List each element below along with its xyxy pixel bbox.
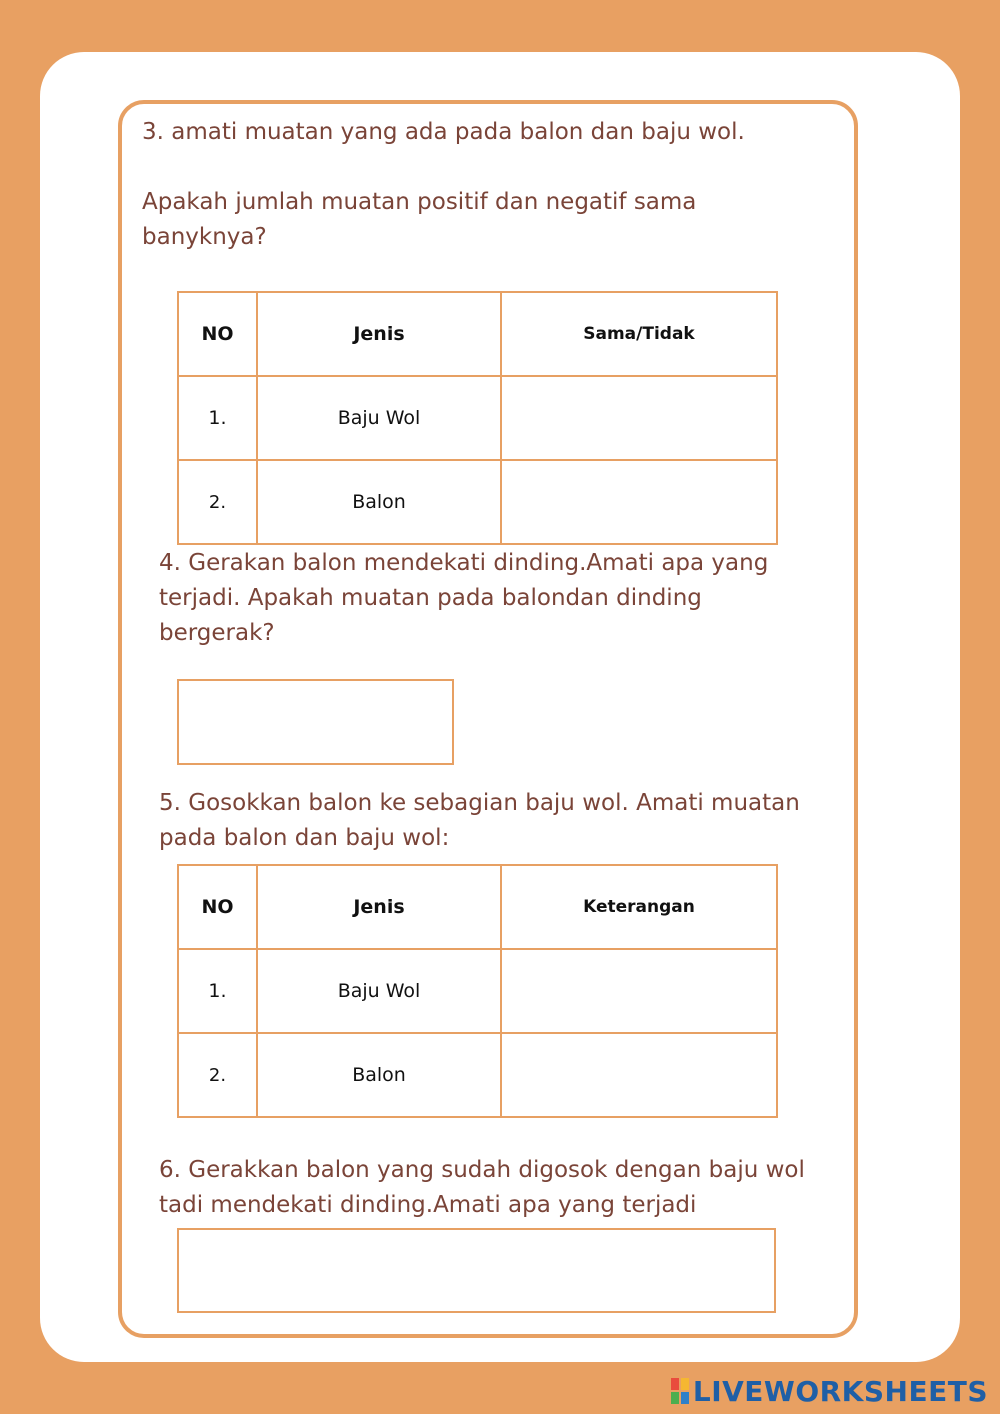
row-number: 1. xyxy=(178,376,257,460)
answer-cell[interactable] xyxy=(501,949,777,1033)
q6-line-2: tadi mendekati dinding.Amati apa yang terjadi xyxy=(159,1192,697,1218)
header-sama-tidak: Sama/Tidak xyxy=(501,292,777,376)
row-number: 2. xyxy=(178,1033,257,1117)
header-jenis: Jenis xyxy=(257,292,501,376)
table-row xyxy=(178,1033,777,1117)
q4-line-3: bergerak? xyxy=(159,620,275,646)
row-jenis: Balon xyxy=(257,1033,501,1117)
table-row xyxy=(178,460,777,544)
q4-line-2: terjadi. Apakah muatan pada balondan dinding xyxy=(159,585,702,611)
row-number: 2. xyxy=(178,460,257,544)
charge-table-2 xyxy=(177,864,778,1118)
answer-cell[interactable] xyxy=(501,460,777,544)
row-jenis: Balon xyxy=(257,460,501,544)
logo-text: LIVEWORKSHEETS xyxy=(692,1374,988,1408)
header-jenis: Jenis xyxy=(257,865,501,949)
table-header-row xyxy=(178,292,777,376)
header-keterangan: Keterangan xyxy=(501,865,777,949)
q6-line-1: 6. Gerakkan balon yang sudah digosok dengan baju wol xyxy=(159,1157,805,1183)
q3-line-1: 3. amati muatan yang ada pada balon dan baju wol. xyxy=(142,119,745,145)
row-jenis: Baju Wol xyxy=(257,949,501,1033)
table-row xyxy=(178,376,777,460)
row-jenis: Baju Wol xyxy=(257,376,501,460)
answer-cell[interactable] xyxy=(501,1033,777,1117)
q6-answer-box[interactable] xyxy=(177,1228,776,1313)
header-no: NO xyxy=(178,865,257,949)
charge-table-1 xyxy=(177,291,778,545)
answer-cell[interactable] xyxy=(501,376,777,460)
q3-line-3: banyknya? xyxy=(142,224,267,250)
q5-line-1: 5. Gosokkan balon ke sebagian baju wol. Amati muatan xyxy=(159,790,800,816)
liveworksheets-logo[interactable] xyxy=(671,1374,988,1408)
liveworksheets-logo-icon xyxy=(671,1378,689,1404)
header-no: NO xyxy=(178,292,257,376)
table-header-row xyxy=(178,865,777,949)
q4-line-1: 4. Gerakan balon mendekati dinding.Amati apa yang xyxy=(159,550,769,576)
q5-line-2: pada balon dan baju wol: xyxy=(159,825,450,851)
q3-line-2: Apakah jumlah muatan positif dan negatif sama xyxy=(142,189,697,215)
row-number: 1. xyxy=(178,949,257,1033)
table-row xyxy=(178,949,777,1033)
q4-answer-box[interactable] xyxy=(177,679,454,765)
